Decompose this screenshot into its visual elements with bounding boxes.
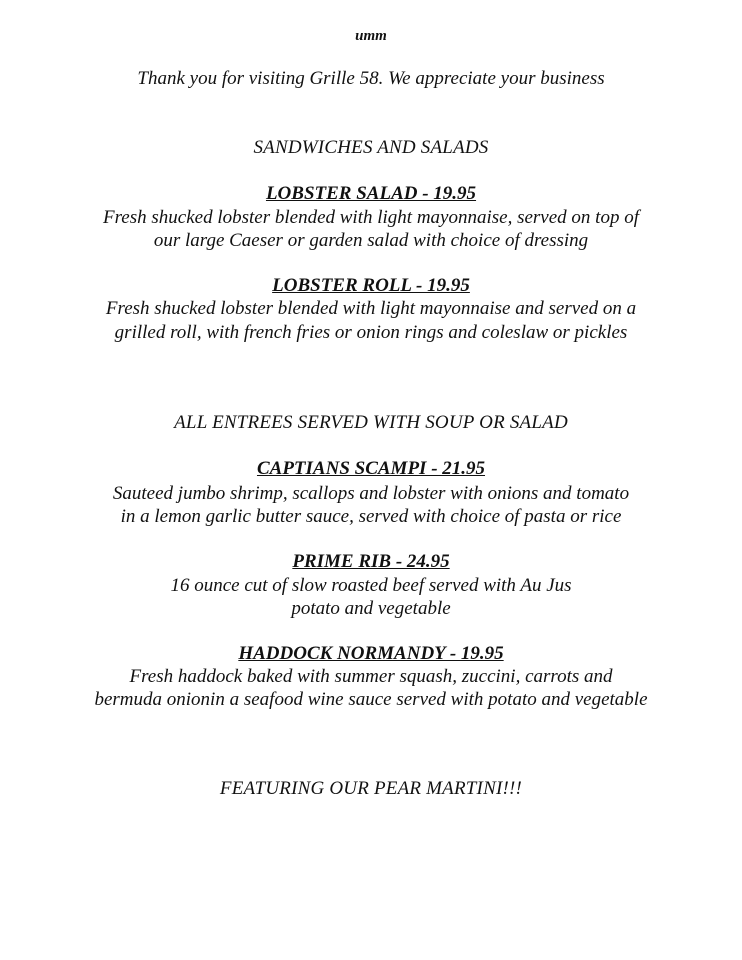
- item-desc-captians-scampi-line-2: in a lemon garlic butter sauce, served with choice of pasta or rice: [120, 506, 622, 527]
- item-title-lobster-salad: LOBSTER SALAD - 19.95: [265, 183, 477, 204]
- section-heading-sandwiches: SANDWICHES AND SALADS: [253, 137, 489, 158]
- item-desc-lobster-salad-line-1: Fresh shucked lobster blended with light mayonnaise, served on top of: [103, 207, 639, 228]
- item-desc-haddock-normandy-line-1: Fresh haddock baked with summer squash, zuccini, carrots and: [129, 666, 613, 687]
- item-desc-lobster-roll-line-1: Fresh shucked lobster blended with light mayonnaise and served on a: [105, 298, 637, 319]
- item-desc-prime-rib-line-2: potato and vegetable: [291, 598, 451, 619]
- item-desc-lobster-roll-line-2: grilled roll, with french fries or onion rings and coleslaw or pickles: [114, 322, 628, 343]
- item-desc-lobster-salad-line-2: our large Caeser or garden salad with choice of dressing: [153, 230, 589, 251]
- greeting-text: Thank you for visiting Grille 58. We appreciate your business: [137, 68, 605, 89]
- section-heading-entrees: ALL ENTREES SERVED WITH SOUP OR SALAD: [174, 412, 568, 433]
- footer-feature-text: FEATURING OUR PEAR MARTINI!!!: [219, 778, 523, 799]
- item-desc-haddock-normandy-line-2: bermuda onionin a seafood wine sauce served with potato and vegetable: [94, 689, 648, 710]
- item-title-lobster-roll: LOBSTER ROLL - 19.95: [272, 275, 470, 296]
- item-desc-prime-rib-line-1: 16 ounce cut of slow roasted beef served with Au Jus: [170, 575, 572, 596]
- item-title-haddock-normandy: HADDOCK NORMANDY - 19.95: [238, 643, 504, 664]
- item-title-captians-scampi: CAPTIANS SCAMPI - 21.95: [256, 458, 486, 479]
- item-title-prime-rib: PRIME RIB - 24.95: [292, 551, 450, 572]
- header-note: umm: [355, 28, 387, 44]
- item-desc-captians-scampi-line-1: Sauteed jumbo shrimp, scallops and lobster with onions and tomato: [112, 483, 630, 504]
